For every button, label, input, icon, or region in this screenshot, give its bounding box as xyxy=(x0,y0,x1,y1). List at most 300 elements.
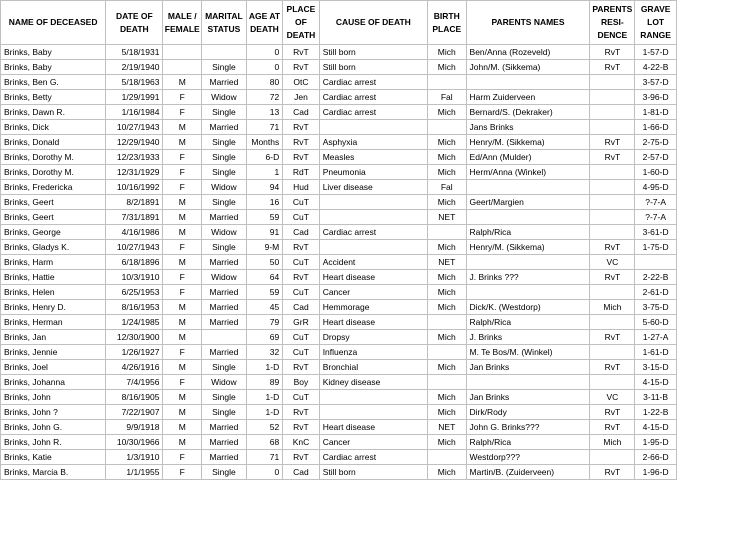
cell-age: 50 xyxy=(246,255,282,270)
cell-marital: Widow xyxy=(202,270,247,285)
cell-parents: Ben/Anna (Rozeveld) xyxy=(466,45,590,60)
cell-age: 59 xyxy=(246,210,282,225)
header-place: PLACE OF DEATH xyxy=(283,1,319,45)
cell-date: 4/26/1916 xyxy=(106,360,163,375)
cell-parents: Jan Brinks xyxy=(466,360,590,375)
cell-sex: F xyxy=(163,240,202,255)
header-residence: PARENTS RESI-DENCE xyxy=(590,1,635,45)
table-row xyxy=(1,435,677,450)
cell-cause xyxy=(319,120,427,135)
cell-grave: 3-57-D xyxy=(635,75,677,90)
cell-age: 52 xyxy=(246,420,282,435)
cell-birthplace: Mich xyxy=(428,150,467,165)
cell-place: RvT xyxy=(283,450,319,465)
cell-name: Brinks, Dorothy M. xyxy=(1,150,106,165)
table-row xyxy=(1,315,677,330)
cell-marital: Single xyxy=(202,150,247,165)
cell-residence: VC xyxy=(590,255,635,270)
cell-place: OtC xyxy=(283,75,319,90)
cell-age: 13 xyxy=(246,105,282,120)
cell-residence xyxy=(590,450,635,465)
cell-sex: M xyxy=(163,210,202,225)
cell-marital: Single xyxy=(202,105,247,120)
cell-parents xyxy=(466,75,590,90)
cell-place: CuT xyxy=(283,285,319,300)
cell-age: 69 xyxy=(246,330,282,345)
cell-birthplace: Mich xyxy=(428,390,467,405)
cell-name: Brinks, Jan xyxy=(1,330,106,345)
cell-cause: Measles xyxy=(319,150,427,165)
header-cause: CAUSE OF DEATH xyxy=(319,1,427,45)
cell-name: Brinks, Betty xyxy=(1,90,106,105)
cell-cause xyxy=(319,240,427,255)
cell-marital: Single xyxy=(202,135,247,150)
table-row xyxy=(1,75,677,90)
table-row xyxy=(1,360,677,375)
cell-birthplace: NET xyxy=(428,255,467,270)
cell-place: Cad xyxy=(283,225,319,240)
cell-place: RvT xyxy=(283,240,319,255)
cell-parents: Geert/Margien xyxy=(466,195,590,210)
cell-age: 72 xyxy=(246,90,282,105)
cell-marital: Single xyxy=(202,465,247,480)
cell-marital: Married xyxy=(202,75,247,90)
table-row xyxy=(1,225,677,240)
cell-cause: Cardiac arrest xyxy=(319,75,427,90)
table-row xyxy=(1,240,677,255)
cell-cause: Cancer xyxy=(319,285,427,300)
cell-grave: 3-61-D xyxy=(635,225,677,240)
cell-cause: Still born xyxy=(319,45,427,60)
cell-date: 5/18/1963 xyxy=(106,75,163,90)
cell-birthplace: Mich xyxy=(428,330,467,345)
cell-name: Brinks, John ? xyxy=(1,405,106,420)
cell-sex: F xyxy=(163,270,202,285)
cell-parents: Ed/Ann (Mulder) xyxy=(466,150,590,165)
cell-cause: Cancer xyxy=(319,435,427,450)
cell-date: 7/4/1956 xyxy=(106,375,163,390)
cell-sex: M xyxy=(163,435,202,450)
cell-grave: 3-96-D xyxy=(635,90,677,105)
cell-parents: Jans Brinks xyxy=(466,120,590,135)
cell-age: 45 xyxy=(246,300,282,315)
cell-parents: John/M. (Sikkema) xyxy=(466,60,590,75)
cell-date: 6/25/1953 xyxy=(106,285,163,300)
cell-residence: RvT xyxy=(590,150,635,165)
cell-name: Brinks, John xyxy=(1,390,106,405)
cell-place: CuT xyxy=(283,390,319,405)
cell-marital: Married xyxy=(202,255,247,270)
cell-grave: 3-15-D xyxy=(635,360,677,375)
cell-cause xyxy=(319,195,427,210)
cell-sex: M xyxy=(163,75,202,90)
cell-place: RvT xyxy=(283,360,319,375)
cell-name: Brinks, Henry D. xyxy=(1,300,106,315)
cell-date: 7/22/1907 xyxy=(106,405,163,420)
cell-sex: F xyxy=(163,105,202,120)
cell-age: 6-D xyxy=(246,150,282,165)
cell-parents: Ralph/Rica xyxy=(466,435,590,450)
cell-age: 0 xyxy=(246,45,282,60)
cell-marital: Widow xyxy=(202,180,247,195)
cell-sex: M xyxy=(163,360,202,375)
cell-age: 16 xyxy=(246,195,282,210)
cell-parents xyxy=(466,285,590,300)
cell-date: 6/18/1896 xyxy=(106,255,163,270)
cell-parents: Bernard/S. (Dekraker) xyxy=(466,105,590,120)
table-row xyxy=(1,60,677,75)
cell-birthplace xyxy=(428,120,467,135)
cell-name: Brinks, Joel xyxy=(1,360,106,375)
cell-age: 0 xyxy=(246,60,282,75)
cell-cause: Cardiac arrest xyxy=(319,90,427,105)
table-row xyxy=(1,180,677,195)
cell-birthplace xyxy=(428,225,467,240)
cell-age: Months xyxy=(246,135,282,150)
cell-name: Brinks, George xyxy=(1,225,106,240)
cell-residence: RvT xyxy=(590,360,635,375)
cell-marital xyxy=(202,45,247,60)
header-date: DATE OF DEATH xyxy=(106,1,163,45)
cell-birthplace xyxy=(428,315,467,330)
cell-marital: Single xyxy=(202,405,247,420)
table-row xyxy=(1,105,677,120)
cell-sex: M xyxy=(163,420,202,435)
cell-marital: Married xyxy=(202,120,247,135)
cell-name: Brinks, Fredericka xyxy=(1,180,106,195)
cell-name: Brinks, Ben G. xyxy=(1,75,106,90)
table-row xyxy=(1,150,677,165)
cell-place: CuT xyxy=(283,210,319,225)
cell-grave: ?-7-A xyxy=(635,210,677,225)
cell-cause: Heart disease xyxy=(319,270,427,285)
cell-name: Brinks, Gladys K. xyxy=(1,240,106,255)
cell-grave: 2-22-B xyxy=(635,270,677,285)
cell-sex: F xyxy=(163,180,202,195)
table-row xyxy=(1,450,677,465)
cell-birthplace: Mich xyxy=(428,45,467,60)
cell-cause: Pneumonia xyxy=(319,165,427,180)
cell-residence: RvT xyxy=(590,135,635,150)
cell-birthplace: Mich xyxy=(428,465,467,480)
cell-date: 1/29/1991 xyxy=(106,90,163,105)
cell-name: Brinks, John G. xyxy=(1,420,106,435)
cell-birthplace xyxy=(428,75,467,90)
cell-sex: M xyxy=(163,195,202,210)
cell-parents: J. Brinks xyxy=(466,330,590,345)
cell-grave: 4-15-D xyxy=(635,420,677,435)
cell-sex: M xyxy=(163,120,202,135)
cell-place: CuT xyxy=(283,255,319,270)
table-row xyxy=(1,465,677,480)
table-row xyxy=(1,195,677,210)
cell-cause: Asphyxia xyxy=(319,135,427,150)
cell-birthplace xyxy=(428,450,467,465)
cell-cause: Cardiac arrest xyxy=(319,225,427,240)
cell-cause: Heart disease xyxy=(319,315,427,330)
cell-date: 1/3/1910 xyxy=(106,450,163,465)
cell-birthplace: Mich xyxy=(428,300,467,315)
cell-cause: Still born xyxy=(319,465,427,480)
cell-birthplace: Mich xyxy=(428,195,467,210)
cell-cause: Influenza xyxy=(319,345,427,360)
cell-residence xyxy=(590,345,635,360)
cell-date: 12/29/1940 xyxy=(106,135,163,150)
cell-age: 79 xyxy=(246,315,282,330)
table-row xyxy=(1,345,677,360)
cell-grave: 1-95-D xyxy=(635,435,677,450)
cell-age: 80 xyxy=(246,75,282,90)
header-grave: GRAVE LOT RANGE xyxy=(635,1,677,45)
table-row xyxy=(1,405,677,420)
cell-marital: Single xyxy=(202,240,247,255)
cell-birthplace: Mich xyxy=(428,240,467,255)
cell-place: RvT xyxy=(283,60,319,75)
cell-age: 0 xyxy=(246,465,282,480)
cell-grave xyxy=(635,255,677,270)
cell-sex: F xyxy=(163,450,202,465)
cell-date: 4/16/1986 xyxy=(106,225,163,240)
cell-birthplace: NET xyxy=(428,420,467,435)
cell-sex xyxy=(163,60,202,75)
cell-grave: 3-75-D xyxy=(635,300,677,315)
cell-marital: Single xyxy=(202,390,247,405)
cell-grave: 1-75-D xyxy=(635,240,677,255)
cell-grave: 2-57-D xyxy=(635,150,677,165)
cell-grave: 1-66-D xyxy=(635,120,677,135)
cell-residence: RvT xyxy=(590,270,635,285)
cell-date: 12/30/1900 xyxy=(106,330,163,345)
cell-name: Brinks, Dawn R. xyxy=(1,105,106,120)
cell-place: RdT xyxy=(283,165,319,180)
cell-place: RvT xyxy=(283,120,319,135)
cell-residence: RvT xyxy=(590,60,635,75)
cell-cause xyxy=(319,390,427,405)
cell-sex: M xyxy=(163,225,202,240)
cell-grave: 2-75-D xyxy=(635,135,677,150)
cell-age: 1-D xyxy=(246,405,282,420)
cell-grave: ?-7-A xyxy=(635,195,677,210)
cell-date: 10/30/1966 xyxy=(106,435,163,450)
cell-sex: M xyxy=(163,405,202,420)
cell-place: Boy xyxy=(283,375,319,390)
cell-parents: Ralph/Rica xyxy=(466,315,590,330)
cell-date: 10/27/1943 xyxy=(106,240,163,255)
cell-grave: 1-22-B xyxy=(635,405,677,420)
cell-cause: Hemmorage xyxy=(319,300,427,315)
cell-birthplace: Mich xyxy=(428,270,467,285)
cell-place: RvT xyxy=(283,270,319,285)
cell-birthplace: Mich xyxy=(428,360,467,375)
cell-residence: RvT xyxy=(590,45,635,60)
cell-cause: Liver disease xyxy=(319,180,427,195)
cell-birthplace xyxy=(428,375,467,390)
cell-parents: Jan Brinks xyxy=(466,390,590,405)
cell-sex: F xyxy=(163,165,202,180)
header-name: NAME OF DECEASED xyxy=(1,1,106,45)
cell-marital: Single xyxy=(202,165,247,180)
cell-place: Jen xyxy=(283,90,319,105)
cell-sex: F xyxy=(163,285,202,300)
table-row xyxy=(1,135,677,150)
cell-date: 1/26/1927 xyxy=(106,345,163,360)
cell-name: Brinks, Geert xyxy=(1,195,106,210)
cell-cause: Heart disease xyxy=(319,420,427,435)
cell-name: Brinks, Helen xyxy=(1,285,106,300)
cell-sex: F xyxy=(163,375,202,390)
cell-age: 1-D xyxy=(246,390,282,405)
cell-sex: M xyxy=(163,330,202,345)
cell-grave: 2-61-D xyxy=(635,285,677,300)
cell-name: Brinks, Hattie xyxy=(1,270,106,285)
cell-parents xyxy=(466,180,590,195)
cell-age: 71 xyxy=(246,450,282,465)
cell-age: 9-M xyxy=(246,240,282,255)
cell-sex: F xyxy=(163,90,202,105)
cell-marital: Single xyxy=(202,195,247,210)
cell-marital: Widow xyxy=(202,375,247,390)
cell-name: Brinks, Baby xyxy=(1,45,106,60)
cell-grave: 5-60-D xyxy=(635,315,677,330)
cell-parents: Ralph/Rica xyxy=(466,225,590,240)
cell-sex: F xyxy=(163,150,202,165)
cell-residence xyxy=(590,75,635,90)
cell-place: RvT xyxy=(283,405,319,420)
cell-cause xyxy=(319,405,427,420)
cell-date: 8/16/1905 xyxy=(106,390,163,405)
cell-marital: Married xyxy=(202,450,247,465)
cell-name: Brinks, John R. xyxy=(1,435,106,450)
cell-birthplace: Mich xyxy=(428,435,467,450)
cell-marital: Married xyxy=(202,210,247,225)
cell-cause xyxy=(319,210,427,225)
cell-name: Brinks, Herman xyxy=(1,315,106,330)
table-row xyxy=(1,210,677,225)
cell-parents: Martin/B. (Zuiderveen) xyxy=(466,465,590,480)
cell-age: 32 xyxy=(246,345,282,360)
cell-date: 8/16/1953 xyxy=(106,300,163,315)
cell-grave: 1-57-D xyxy=(635,45,677,60)
cell-residence: RvT xyxy=(590,420,635,435)
cell-marital: Married xyxy=(202,300,247,315)
cell-cause: Cardiac arrest xyxy=(319,105,427,120)
cell-place: CuT xyxy=(283,330,319,345)
cell-cause: Accident xyxy=(319,255,427,270)
cell-birthplace xyxy=(428,345,467,360)
cell-parents: M. Te Bos/M. (Winkel) xyxy=(466,345,590,360)
header-row xyxy=(1,1,677,45)
cell-grave: 4-22-B xyxy=(635,60,677,75)
cell-birthplace: Mich xyxy=(428,405,467,420)
cell-sex xyxy=(163,45,202,60)
cell-grave: 1-81-D xyxy=(635,105,677,120)
cell-residence: VC xyxy=(590,390,635,405)
cell-name: Brinks, Jennie xyxy=(1,345,106,360)
cell-parents: Dick/K. (Westdorp) xyxy=(466,300,590,315)
cell-marital: Widow xyxy=(202,90,247,105)
cell-sex: M xyxy=(163,255,202,270)
cell-marital: Married xyxy=(202,315,247,330)
cell-residence xyxy=(590,375,635,390)
cell-place: Cad xyxy=(283,105,319,120)
cell-place: Hud xyxy=(283,180,319,195)
cell-age: 64 xyxy=(246,270,282,285)
cell-date: 10/27/1943 xyxy=(106,120,163,135)
cell-residence: RvT xyxy=(590,465,635,480)
cell-date: 12/31/1929 xyxy=(106,165,163,180)
cell-marital: Married xyxy=(202,420,247,435)
cell-cause: Kidney disease xyxy=(319,375,427,390)
cell-place: RvT xyxy=(283,420,319,435)
table-row xyxy=(1,285,677,300)
cell-birthplace: Mich xyxy=(428,135,467,150)
table-row xyxy=(1,300,677,315)
cell-cause: Bronchial xyxy=(319,360,427,375)
cell-date: 5/18/1931 xyxy=(106,45,163,60)
cell-name: Brinks, Harm xyxy=(1,255,106,270)
cell-name: Brinks, Baby xyxy=(1,60,106,75)
cell-grave: 4-15-D xyxy=(635,375,677,390)
table-row xyxy=(1,420,677,435)
cell-place: RvT xyxy=(283,45,319,60)
cell-date: 7/31/1891 xyxy=(106,210,163,225)
cell-birthplace: Mich xyxy=(428,285,467,300)
cell-date: 10/3/1910 xyxy=(106,270,163,285)
cell-marital: Married xyxy=(202,345,247,360)
cell-residence: Mich xyxy=(590,300,635,315)
table-row xyxy=(1,270,677,285)
cell-sex: M xyxy=(163,135,202,150)
cell-grave: 2-66-D xyxy=(635,450,677,465)
table-row xyxy=(1,255,677,270)
header-marital: MARITAL STATUS xyxy=(202,1,247,45)
cell-parents: John G. Brinks??? xyxy=(466,420,590,435)
table-row xyxy=(1,330,677,345)
cell-name: Brinks, Donald xyxy=(1,135,106,150)
cell-date: 8/2/1891 xyxy=(106,195,163,210)
cell-parents: Herm/Anna (Winkel) xyxy=(466,165,590,180)
cell-marital: Widow xyxy=(202,225,247,240)
table-row xyxy=(1,375,677,390)
cell-grave: 3-11-B xyxy=(635,390,677,405)
cell-age: 1-D xyxy=(246,360,282,375)
header-birthplace: BIRTH PLACE xyxy=(428,1,467,45)
cell-date: 1/16/1984 xyxy=(106,105,163,120)
cell-date: 12/23/1933 xyxy=(106,150,163,165)
cell-residence xyxy=(590,90,635,105)
table-row xyxy=(1,120,677,135)
cell-birthplace: Mich xyxy=(428,105,467,120)
table-row xyxy=(1,390,677,405)
cell-birthplace: Mich xyxy=(428,60,467,75)
cell-date: 1/1/1955 xyxy=(106,465,163,480)
cell-age: 94 xyxy=(246,180,282,195)
cell-residence xyxy=(590,285,635,300)
cell-marital xyxy=(202,330,247,345)
cell-birthplace: NET xyxy=(428,210,467,225)
cell-sex: F xyxy=(163,465,202,480)
cell-date: 1/24/1985 xyxy=(106,315,163,330)
header-age: AGE AT DEATH xyxy=(246,1,282,45)
cell-place: Cad xyxy=(283,300,319,315)
cell-residence: RvT xyxy=(590,330,635,345)
cell-place: GrR xyxy=(283,315,319,330)
cell-cause: Still born xyxy=(319,60,427,75)
table-body xyxy=(1,45,677,480)
table-row xyxy=(1,90,677,105)
cell-residence: RvT xyxy=(590,240,635,255)
cell-name: Brinks, Dorothy M. xyxy=(1,165,106,180)
